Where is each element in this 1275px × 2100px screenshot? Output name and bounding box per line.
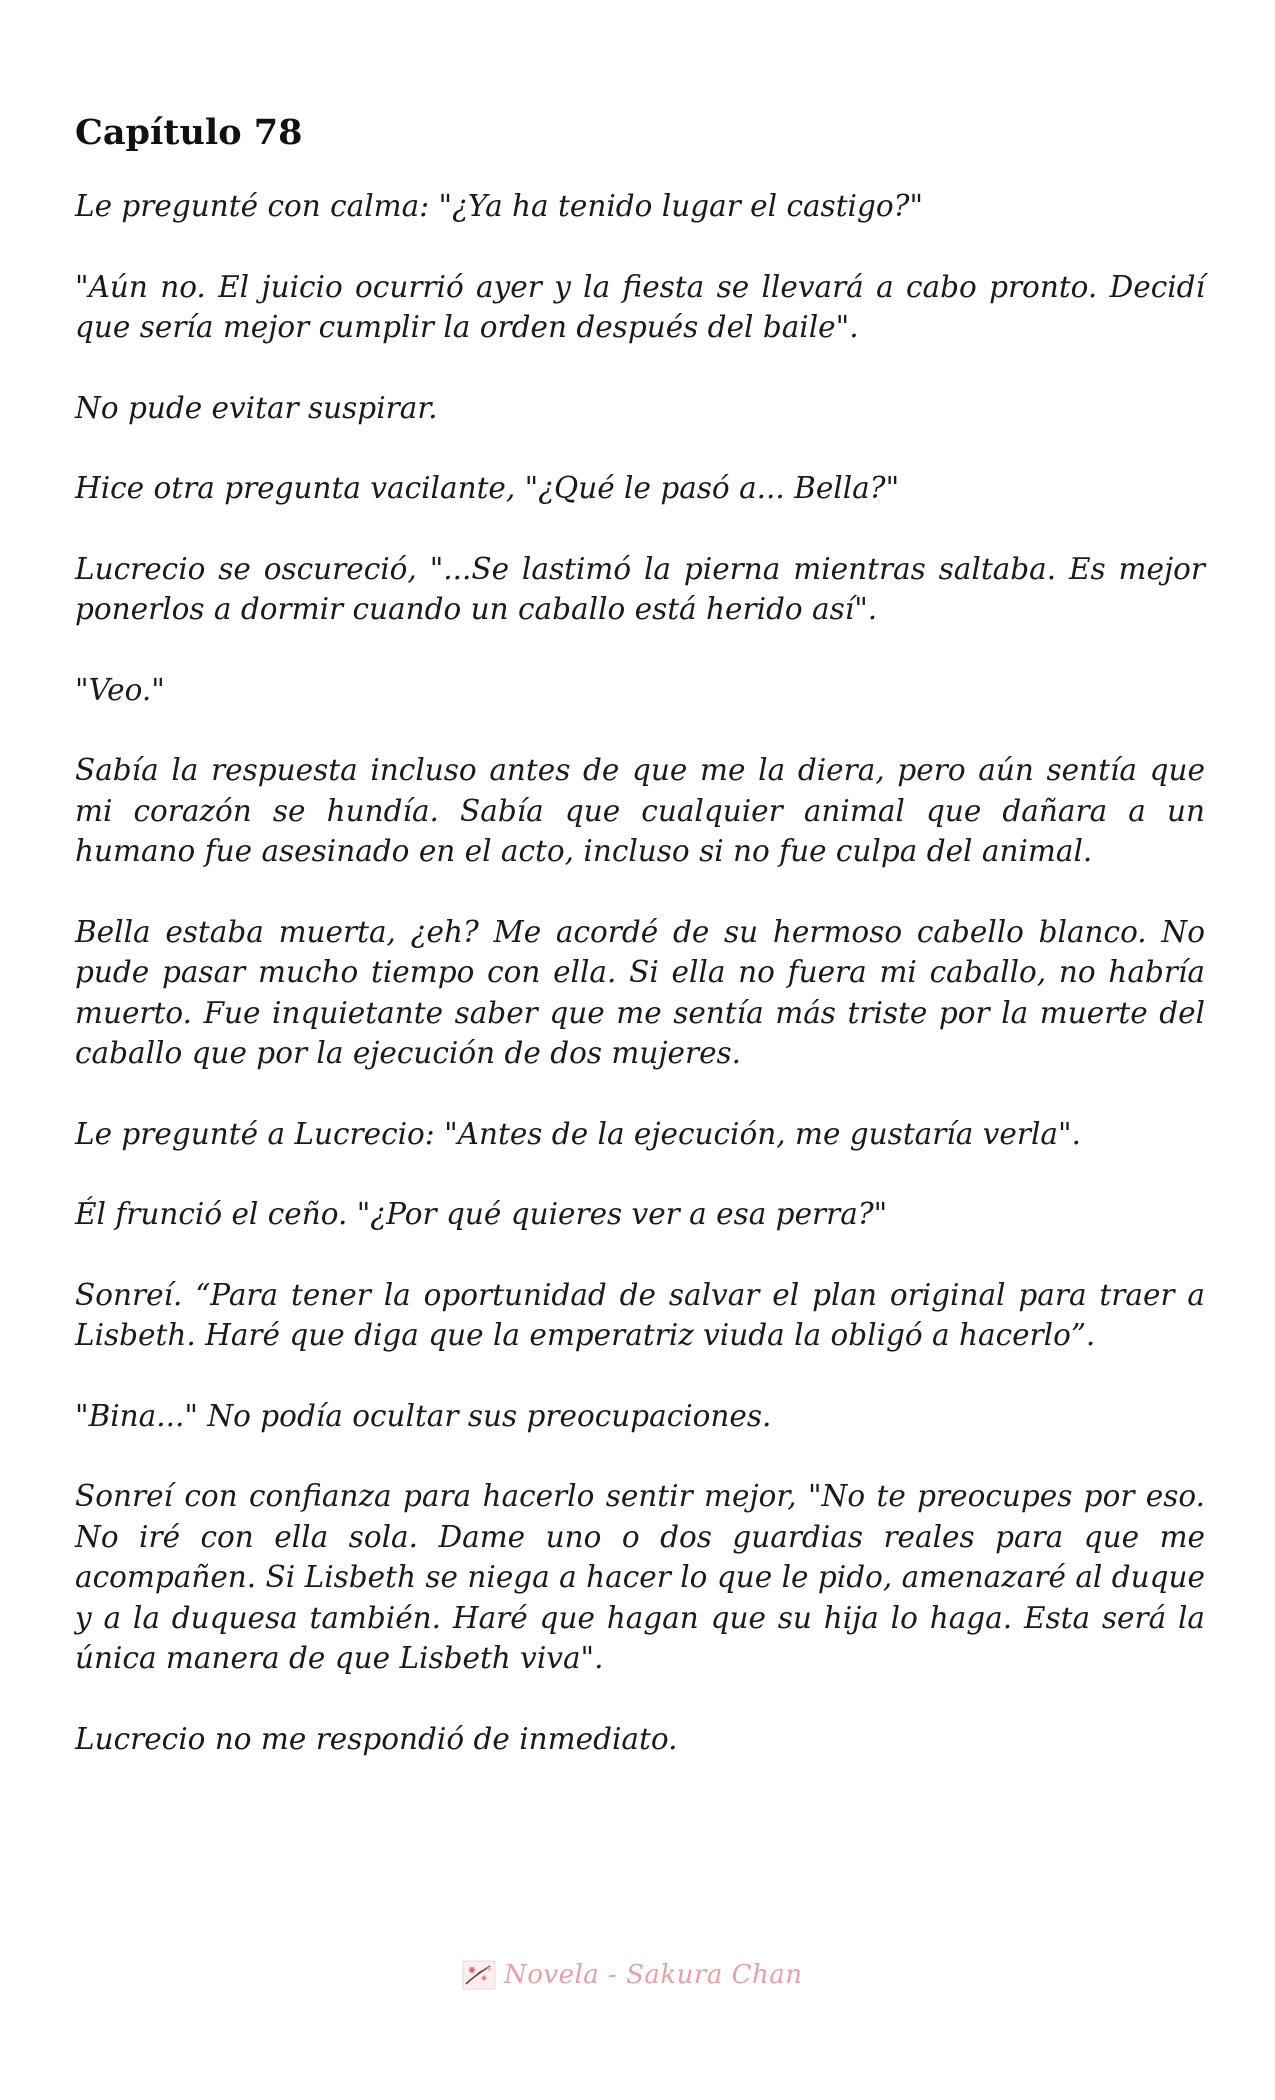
paragraph: "Bina..." No podía ocultar sus preocupaciones. <box>75 1398 772 1433</box>
paragraph: Bella estaba muerta, ¿eh? Me acordé de su hermoso cabello blanco. No pude pasar mucho tiempo con ella. Si ella no fuera mi caballo, no habría muerto. Fue inquietante saber que me sentía más triste por la muerte del caballo que por la ejecución de dos mujeres. <box>75 914 1205 1070</box>
paragraph: Le pregunté con calma: "¿Ya ha tenido lugar el castigo?" <box>75 189 924 223</box>
paragraph: Sonreí con confianza para hacerlo sentir mejor, "No te preocupes por eso. No iré con ella sola. Dame uno o dos guardias reales para que me acompañen. Si Lisbeth se niega a hacer lo que le pido, amenazaré al duque y a la duquesa también. Haré que hagan que su hija lo haga. Esta será la única manera de que Lisbeth viva". <box>75 1479 1205 1675</box>
chapter-title: Capítulo 78 <box>75 112 303 153</box>
paragraph: Sabía la respuesta incluso antes de que me la diera, pero aún sentía que mi corazón se hundía. Sabía que cualquier animal que dañara a un humano fue asesinado en el acto, incluso si no fue culpa del animal. <box>75 753 1205 868</box>
document-page <box>75 110 1205 1799</box>
paragraph: Lucrecio no me respondió de inmediato. <box>75 1721 678 1756</box>
paragraph: Él frunció el ceño. "¿Por qué quieres ver a esa perra?" <box>75 1197 888 1231</box>
watermark <box>462 1955 803 1995</box>
paragraph: Hice otra pregunta vacilante, "¿Qué le pasó a... Bella?" <box>75 471 900 505</box>
paragraph: No pude evitar suspirar. <box>75 390 438 425</box>
watermark-text: Novela - Sakura Chan <box>504 1960 803 1990</box>
sakura-flower-icon <box>462 1960 496 1990</box>
paragraph: Lucrecio se oscureció, "...Se lastimó la pierna mientras saltaba. Es mejor ponerlos a dormir cuando un caballo está herido así". <box>75 551 1205 626</box>
paragraph: Le pregunté a Lucrecio: "Antes de la ejecución, me gustaría verla". <box>75 1116 1081 1151</box>
paragraph: Sonreí. “Para tener la oportunidad de salvar el plan original para traer a Lisbeth. Haré que diga que la emperatriz viuda la obligó a hacerlo”. <box>75 1277 1205 1352</box>
paragraph: "Aún no. El juicio ocurrió ayer y la fiesta se llevará a cabo pronto. Decidí que sería mejor cumplir la orden después del baile". <box>75 269 1205 344</box>
paragraph: "Veo." <box>75 672 165 707</box>
